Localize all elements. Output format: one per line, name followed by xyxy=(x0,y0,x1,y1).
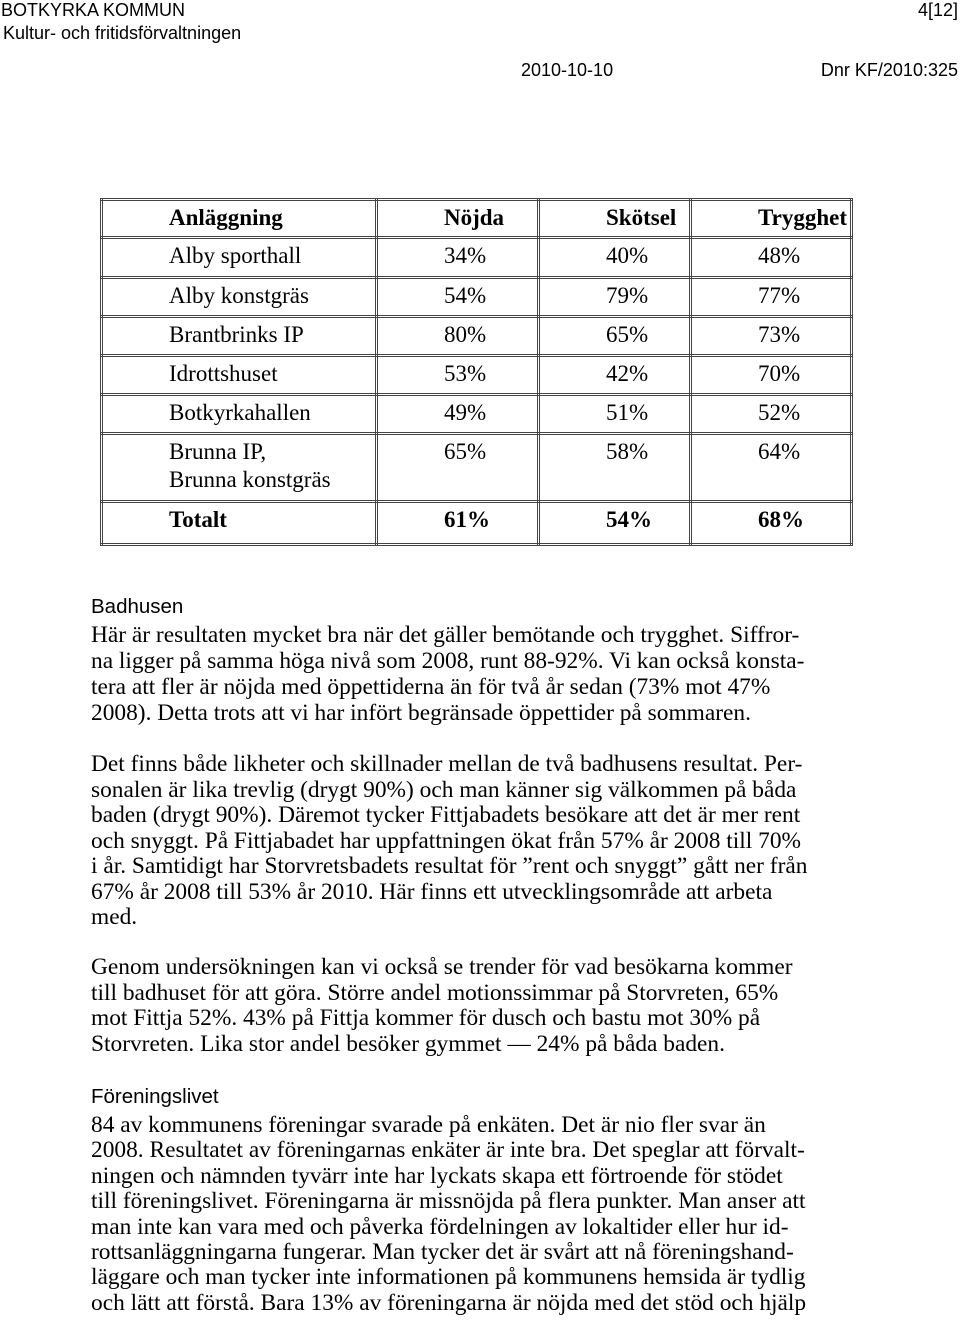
facility-name-cell: Brunna IP, Brunna konstgräs xyxy=(102,434,377,502)
total-label-cell: Totalt xyxy=(102,502,377,545)
trygghet-cell: 77% xyxy=(691,278,852,317)
text-line: ningen och nämnden tyvärr inte har lyckats skapa ett förtroende för stödet xyxy=(91,1162,783,1189)
trygghet-cell: 73% xyxy=(691,317,852,356)
text-line: Storvreten. Lika stor andel besöker gymmet — 24% på båda baden. xyxy=(91,1031,725,1058)
page-number: 4[12] xyxy=(917,0,958,20)
nojda-cell: 65% xyxy=(377,434,539,502)
text-line: man inte kan vara med och påverka fördelningen av lokaltider eller hur id- xyxy=(91,1213,789,1240)
total-trygghet-cell: 68% xyxy=(691,502,852,545)
table-row xyxy=(102,238,852,278)
nojda-cell: 54% xyxy=(377,278,539,317)
skotsel-cell: 58% xyxy=(539,434,691,502)
section-heading-foreningslivet: Föreningslivet xyxy=(91,1085,219,1108)
table-row xyxy=(102,395,852,434)
section-heading-badhusen: Badhusen xyxy=(91,595,184,618)
text-line: 2008). Detta trots att vi har infört begränsade öppettider på sommaren. xyxy=(91,700,751,726)
text-line: och snyggt. På Fittjabadet har uppfattningen ökat från 57% år 2008 till 70% xyxy=(91,827,802,854)
column-header-nojda: Nöjda xyxy=(377,200,539,238)
paragraph xyxy=(91,1113,806,1316)
column-header-trygghet: Trygghet xyxy=(691,200,852,238)
total-row xyxy=(102,502,852,545)
table-row xyxy=(102,278,852,317)
results-table xyxy=(100,198,853,546)
text-line: till föreningslivet. Föreningarna är missnöjda på flera punkter. Man anser att xyxy=(91,1188,806,1215)
text-line: Genom undersökningen kan vi också se trender för vad besökarna kommer xyxy=(91,954,793,980)
text-line: na ligger på samma höga nivå som 2008, runt 88-92%. Vi kan också konsta- xyxy=(91,648,805,674)
table-row xyxy=(102,356,852,395)
nojda-cell: 49% xyxy=(377,395,539,434)
department-name: Kultur- och fritidsförvaltningen xyxy=(3,23,242,43)
text-line: och lätt att förstå. Bara 13% av föreningarna är nöjda med det stöd och hjälp xyxy=(91,1289,807,1316)
trygghet-cell: 70% xyxy=(691,356,852,395)
text-line: mot Fittja 52%. 43% på Fittja kommer för dusch och bastu mot 30% på xyxy=(91,1005,761,1032)
text-line: baden (drygt 90%). Däremot tycker Fittjabadets besökare att det är mer rent xyxy=(91,802,801,828)
text-line: sonalen är lika trevlig (drygt 90%) och man känner sig välkommen på båda xyxy=(91,776,797,803)
text-line: 84 av kommunens föreningar svarade på enkäten. Det är nio fler svar än xyxy=(91,1112,766,1138)
text-line: till badhuset för att göra. Större andel motionssimmar på Storvreten, 65% xyxy=(91,979,779,1006)
text-line: rottsanläggningarna fungerar. Man tycker det är svårt att nå föreningshand- xyxy=(91,1239,794,1266)
nojda-cell: 80% xyxy=(377,317,539,356)
paragraph xyxy=(91,752,807,931)
facility-name-cell: Alby sporthall xyxy=(102,238,377,278)
total-nojda-cell: 61% xyxy=(377,502,539,545)
trygghet-cell: 52% xyxy=(691,395,852,434)
skotsel-cell: 65% xyxy=(539,317,691,356)
paragraph xyxy=(91,955,793,1058)
table-row xyxy=(102,317,852,356)
text-line: Det finns både likheter och skillnader mellan de två badhusens resultat. Per- xyxy=(91,751,803,777)
facility-name-cell: Idrottshuset xyxy=(102,356,377,395)
text-line: Här är resultaten mycket bra när det gäller bemötande och trygghet. Siffror- xyxy=(91,622,800,648)
column-header-anlaggning: Anläggning xyxy=(102,200,377,238)
skotsel-cell: 79% xyxy=(539,278,691,317)
nojda-cell: 34% xyxy=(377,238,539,278)
total-skotsel-cell: 54% xyxy=(539,502,691,545)
text-line: i år. Samtidigt har Storvretsbadets resultat för ”rent och snyggt” gått ner från xyxy=(91,853,808,879)
text-line: tera att fler är nöjda med öppettiderna än för två år sedan (73% mot 47% xyxy=(91,674,771,700)
nojda-cell: 53% xyxy=(377,356,539,395)
skotsel-cell: 40% xyxy=(539,238,691,278)
facility-name-cell: Brantbrinks IP xyxy=(102,317,377,356)
trygghet-cell: 48% xyxy=(691,238,852,278)
text-line: med. xyxy=(91,904,138,930)
facility-name-cell: Alby konstgräs xyxy=(102,278,377,317)
trygghet-cell: 64% xyxy=(691,434,852,502)
facility-name-cell: Botkyrkahallen xyxy=(102,395,377,434)
skotsel-cell: 51% xyxy=(539,395,691,434)
table-row xyxy=(102,434,852,502)
document-date: 2010-10-10 xyxy=(521,60,614,80)
text-line: 67% år 2008 till 53% år 2010. Här finns ett utvecklingsområde att arbeta xyxy=(91,878,773,905)
document-reference: Dnr KF/2010:325 xyxy=(820,60,958,80)
table-header-row xyxy=(102,200,852,238)
text-line: 2008. Resultatet av föreningarnas enkäter är inte bra. Det speglar att förvalt- xyxy=(91,1137,805,1164)
org-name: BOTKYRKA KOMMUN xyxy=(1,0,186,20)
column-header-skotsel: Skötsel xyxy=(539,200,691,238)
skotsel-cell: 42% xyxy=(539,356,691,395)
paragraph xyxy=(91,622,804,726)
text-line: läggare och man tycker inte informationen på kommunens hemsida är tydlig xyxy=(91,1264,806,1291)
